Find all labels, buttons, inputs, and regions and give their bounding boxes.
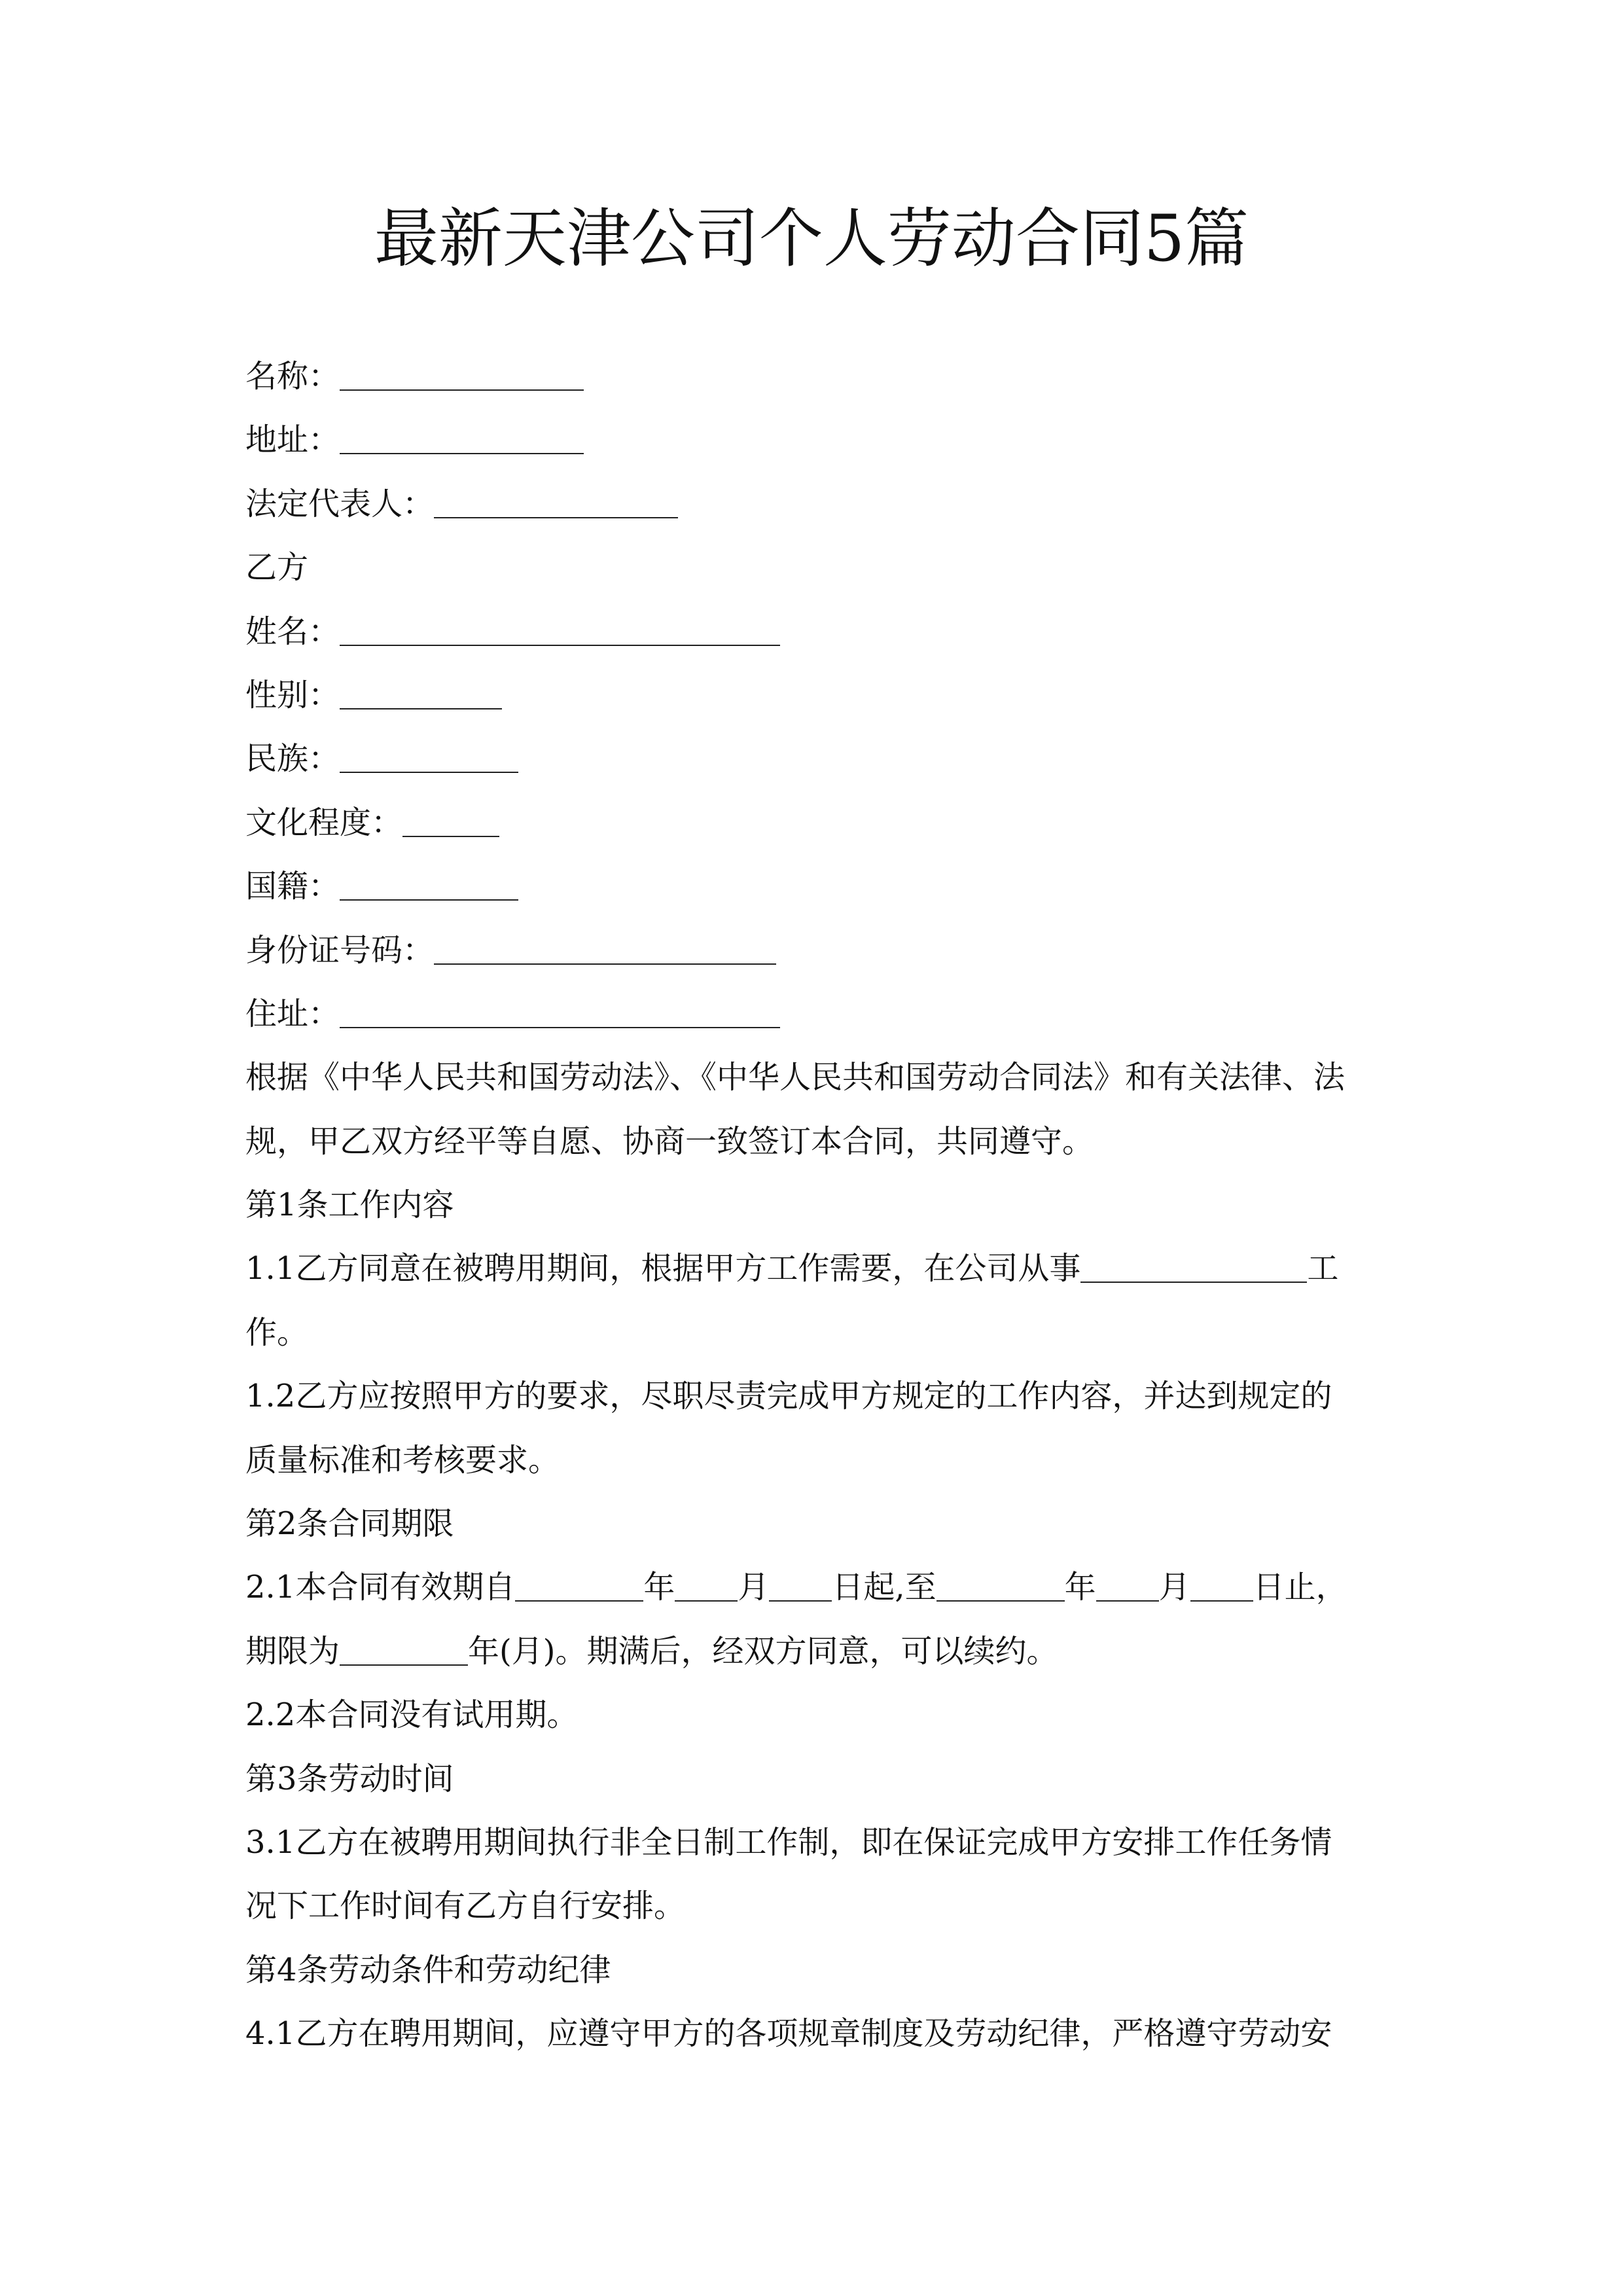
clause-2-2: 2.2本合同没有试用期。 <box>245 1696 579 1734</box>
blank-field <box>1080 1242 1307 1283</box>
party-b-education-line <box>245 791 1378 855</box>
party-b-name-line <box>245 600 1378 664</box>
blank-field <box>340 860 518 901</box>
clause-3-1-cont: 况下工作时间有乙方自行安排。 <box>245 1888 686 1925</box>
article-3-heading: 第3条劳动时间 <box>245 1760 454 1797</box>
label: 文化程度： <box>245 804 403 841</box>
clause-3-1: 3.1乙方在被聘用期间执行非全日制工作制，即在保证完成甲方安排工作任务情 <box>245 1823 1332 1861</box>
label: 身份证号码： <box>245 931 435 969</box>
blank-field <box>340 350 584 391</box>
party-a-legal-rep-line <box>245 473 1378 536</box>
label: 地址： <box>245 422 340 459</box>
clause-text: 月 <box>1158 1569 1190 1606</box>
clause-1-2: 1.2乙方应按照甲方的要求，尽职尽责完成甲方规定的工作内容，并达到规定的 <box>245 1378 1332 1415</box>
document-title: 最新天津公司个人劳动合同5篇 <box>374 202 1249 276</box>
blank-field <box>340 732 518 773</box>
party-b-gender-line <box>245 664 1378 727</box>
blank-year <box>515 1561 643 1602</box>
clause-text: 月 <box>738 1569 770 1606</box>
blank-field <box>340 414 584 454</box>
clause-text: 工 <box>1307 1250 1339 1287</box>
document-body <box>245 345 1378 2066</box>
party-a-address-line <box>245 408 1378 472</box>
blank-day <box>769 1561 832 1602</box>
label: 法定代表人： <box>245 485 435 522</box>
blank-field <box>340 988 780 1028</box>
clause-text: 年 <box>1064 1569 1096 1606</box>
article-1-heading: 第1条工作内容 <box>245 1187 454 1224</box>
party-b-ethnicity-line <box>245 727 1378 791</box>
clause-2-1-cont <box>245 1620 1378 1683</box>
clause-2-1 <box>245 1556 1378 1619</box>
label: 名称： <box>245 358 340 395</box>
clause-1-1-cont: 作。 <box>245 1314 309 1351</box>
label: 住址： <box>245 995 340 1032</box>
blank-month <box>1096 1561 1159 1602</box>
clause-text: 年(月)。期满后，经双方同意，可以续约。 <box>468 1632 1058 1670</box>
article-4-heading: 第4条劳动条件和劳动纪律 <box>245 1951 611 1988</box>
label: 姓名： <box>245 613 340 650</box>
blank-field <box>340 669 502 709</box>
clause-text: 日起,至 <box>832 1569 936 1606</box>
party-b-nationality-line <box>245 855 1378 918</box>
blank-field <box>340 605 780 646</box>
party-a-name-line <box>245 345 1378 408</box>
clause-text: 1.1乙方同意在被聘用期间，根据甲方工作需要，在公司从事 <box>245 1250 1081 1287</box>
clause-1-1 <box>245 1237 1378 1300</box>
blank-field <box>434 924 776 965</box>
party-b-heading: 乙方 <box>245 549 309 586</box>
label: 国籍： <box>245 868 340 905</box>
preamble-line: 根据《中华人民共和国劳动法》、《中华人民共和国劳动合同法》和有关法律、法 <box>245 1059 1346 1096</box>
article-2-heading: 第2条合同期限 <box>245 1505 454 1543</box>
blank-day <box>1190 1561 1253 1602</box>
blank-month <box>675 1561 738 1602</box>
clause-text: 期限为 <box>245 1632 340 1670</box>
clause-1-2-cont: 质量标准和考核要求。 <box>245 1441 560 1479</box>
clause-text: 日止， <box>1253 1569 1347 1606</box>
clause-text: 2.1本合同有效期自 <box>245 1569 516 1606</box>
clause-text: 年 <box>643 1569 675 1606</box>
party-b-id-line <box>245 919 1378 982</box>
clause-4-1: 4.1乙方在聘用期间，应遵守甲方的各项规章制度及劳动纪律，严格遵守劳动安 <box>245 2015 1332 2053</box>
label: 民族： <box>245 740 340 778</box>
label: 性别： <box>245 676 340 713</box>
blank-field <box>434 478 678 518</box>
preamble-line: 规，甲乙双方经平等自愿、协商一致签订本合同，共同遵守。 <box>245 1122 1094 1160</box>
blank-field <box>402 797 499 837</box>
party-b-address-line <box>245 982 1378 1046</box>
blank-term <box>340 1625 468 1666</box>
blank-year <box>936 1561 1065 1602</box>
